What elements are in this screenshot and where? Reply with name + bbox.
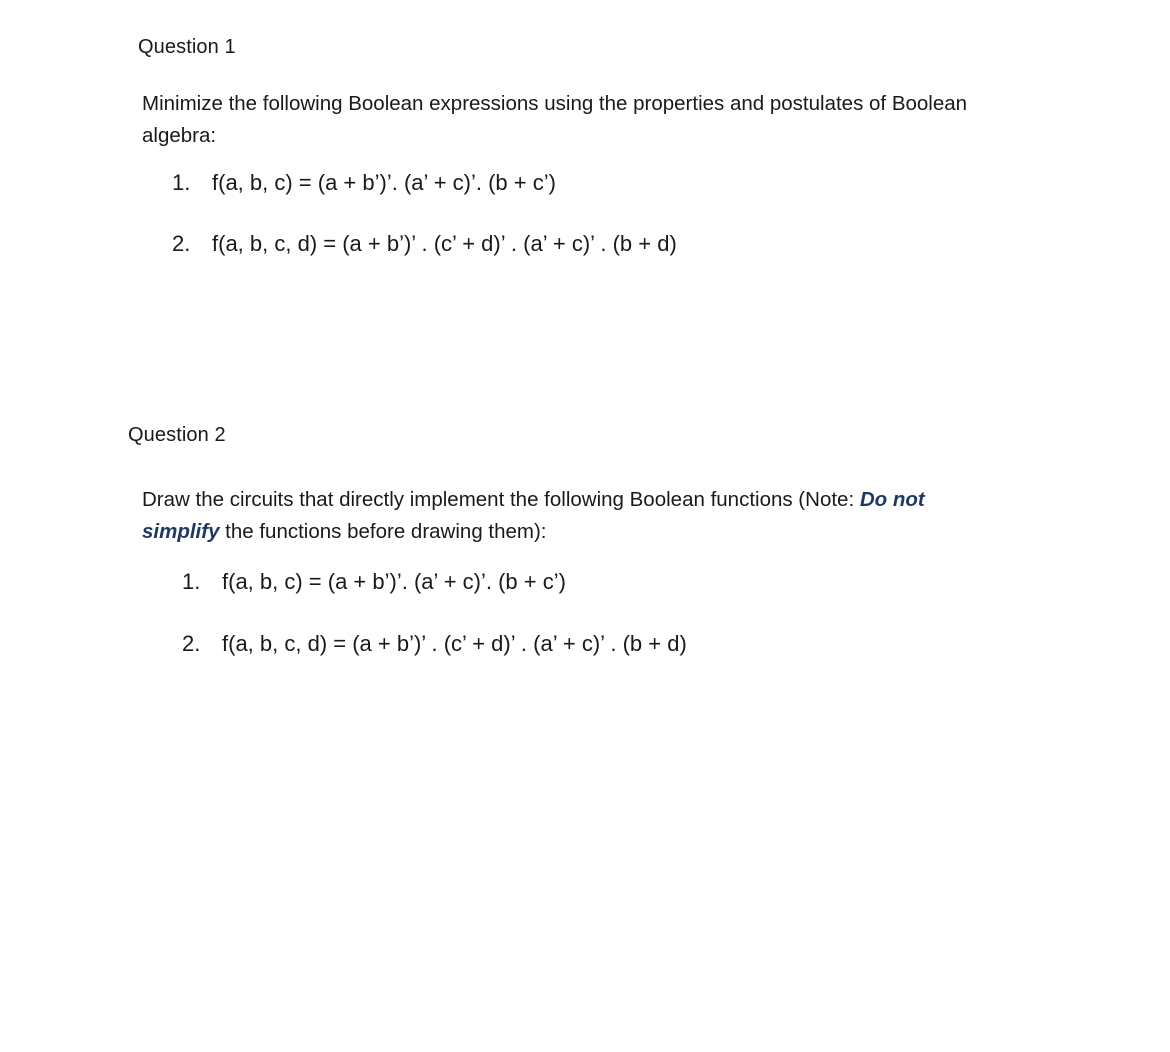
question-1-item-1 <box>172 170 556 196</box>
instruction-text: Draw the circuits that directly implement the following Boolean functions (Note: <box>142 488 860 511</box>
boolean-expression: f(a, b, c, d) = (a + b’)’ . (c’ + d)’ . (a’ + c)’ . (b + d) <box>212 231 677 256</box>
boolean-expression: f(a, b, c) = (a + b’)’. (a’ + c)’. (b + c’) <box>212 170 556 195</box>
boolean-expression: f(a, b, c, d) = (a + b’)’ . (c’ + d)’ . (a’ + c)’ . (b + d) <box>222 631 687 656</box>
question-1-title: Question 1 <box>138 36 236 58</box>
boolean-expression: f(a, b, c) = (a + b’)’. (a’ + c)’. (b + c’) <box>222 569 566 594</box>
question-1-instruction <box>142 88 1032 152</box>
item-number: 1. <box>172 170 191 195</box>
emphasis-simplify: simplify <box>142 520 220 543</box>
question-2-instruction-line-1 <box>142 484 1032 516</box>
question-2-title: Question 2 <box>128 424 226 446</box>
item-number: 2. <box>172 231 191 256</box>
question-1-item-2 <box>172 231 677 257</box>
question-2-instruction-line-2 <box>142 516 1032 548</box>
instruction-text: the functions before drawing them): <box>219 520 547 543</box>
item-number: 1. <box>182 569 201 594</box>
emphasis-do-not: Do not <box>859 488 925 511</box>
question-1-instruction-line-1: Minimize the following Boolean expressions using the properties and postulates of Boolean <box>142 92 968 115</box>
question-2-item-2 <box>182 631 687 657</box>
question-1-instruction-line-2: algebra: <box>142 124 217 147</box>
question-2-item-1 <box>182 569 566 595</box>
question-2-instruction <box>142 484 1032 548</box>
item-number: 2. <box>182 631 201 656</box>
